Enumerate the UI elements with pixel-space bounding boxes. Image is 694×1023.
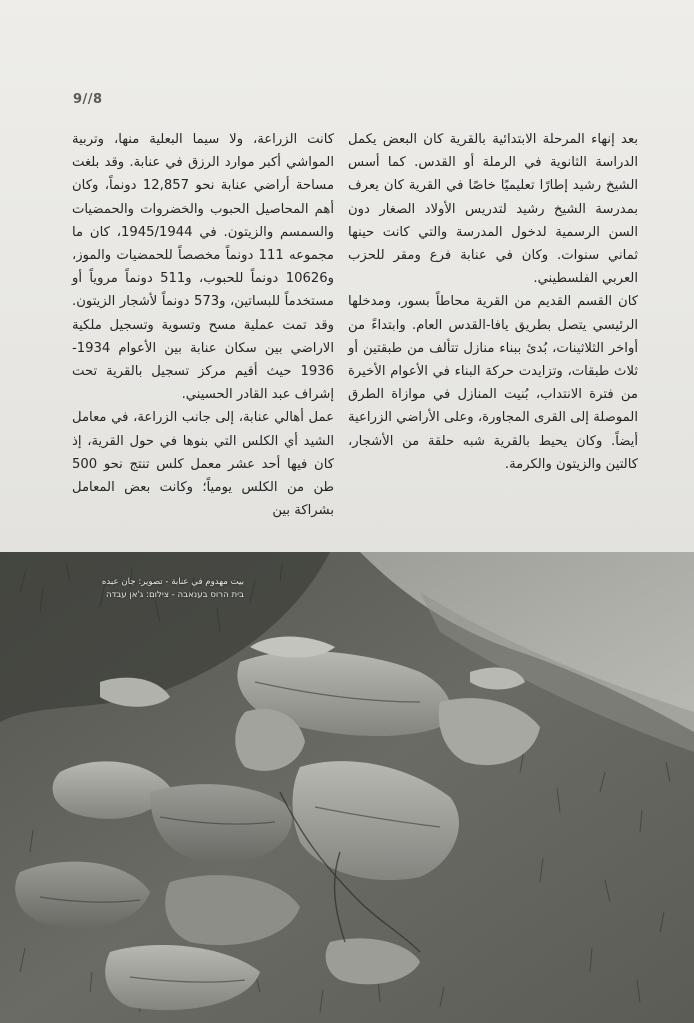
paragraph-village-layout: كان القسم القديم من القرية محاطاً بسور، ومدخلها الرئيسي يتصل بطريق يافا-القدس العام. وابتداءً من أواخر الثلاثينات، بُدئ ببناء منازل تتألف من طبقتين أو ثلاث طبقات، وتزايدت حركة البناء في الأعوام الأخيرة من فترة الانتداب، بُنيت المنازل في موازاة الطرق الموصلة إلى القرى المجاورة، وعلى الأراضي الزراعية أيضاً. وكان يحيط بالقرية شبه حلقة من الأشجار، كالتين والزيتون والكرمة. [348, 294, 638, 472]
caption-hebrew: בית הרוס בענאבה - צילום: ג'אן עבדה [105, 590, 244, 600]
paragraph-agriculture: كانت الزراعة، ولا سيما البعلية منها، وتربية المواشي أكبر موارد الرزق في عنابة. وقد بلغت مساحة أراضي عنابة نحو 12,857 دونماً، وكان أهم المحاصيل الحبوب والخضروات والحمضيات والسمسم والزيتون. في 1945/1944، كان ما مجموعه 111 دونماً مخصصاً للحمضيات والموز، و10626 دونماً للحبوب، و511 دونماً مروياً أو مستخدماً للبساتين، و573 دونماً لأشجار الزيتون. وقد تمت عملية مسح وتسوية وتسجيل ملكية الاراضي بين سكان عنابة بين الأعوام 1934-1936 حيث أقيم مركز تسجيل بالقرية تحت إشراف عبد القادر الحسيني. [72, 132, 335, 403]
photo-caption [84, 576, 244, 602]
paragraph-lime-kilns: عمل أهالي عنابة، إلى جانب الزراعة، في معامل الشيد أي الكلس التي بنوها في حول القرية، إذ كان فيها أحد عشر معمل كلس تنتج نحو 500 طن من الكلس يومياً؛ وكانت بعض المعامل بشراكة بين [72, 410, 334, 519]
page-number: 9//8 [73, 92, 103, 107]
ruined-house-photo [0, 552, 694, 1023]
paragraph-education: بعد إنهاء المرحلة الابتدائية بالقرية كان البعض يكمل الدراسة الثانوية في الرملة أو القدس. كما أسس الشيخ رشيد إطارًا تعليميًا خاصًا في القرية كان يعرف بمدرسة الشيخ رشيد لتدريس الأولاد الصغار دون السن الرسمية لدخول المدرسة والتي كانت حينها ثماني سنوات. وكان في عنابة فرع ومقر للحزب العربي الفلسطيني. [348, 132, 638, 287]
left-column [72, 128, 334, 522]
right-column [348, 128, 638, 476]
caption-arabic: بيت مهدوم في عنابة - تصوير: جان عبده [101, 577, 244, 587]
